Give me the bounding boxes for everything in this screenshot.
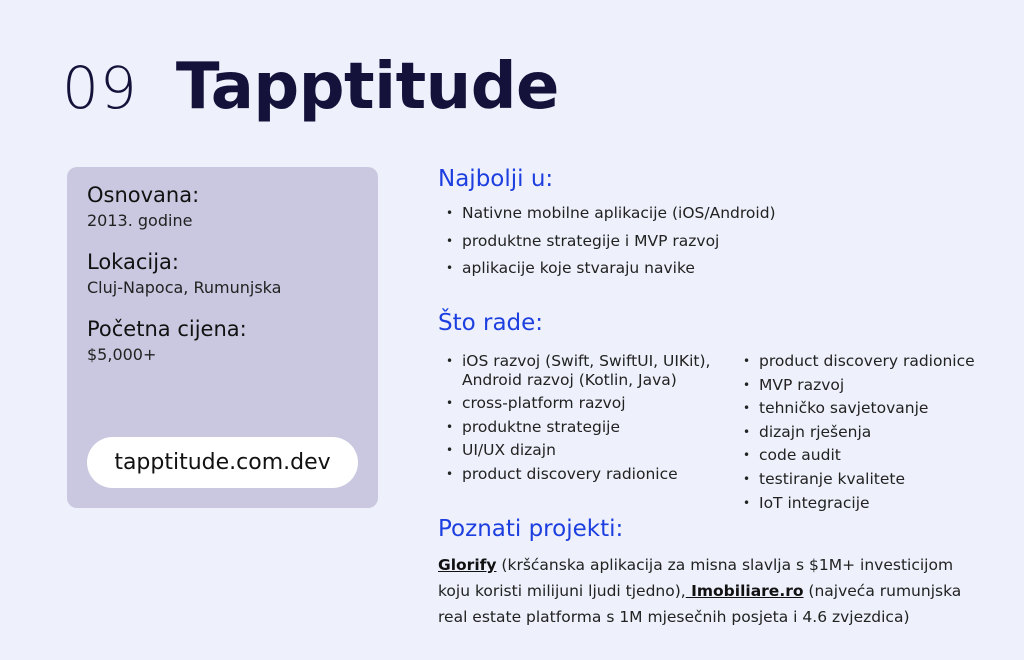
rank-number: 09 bbox=[62, 54, 138, 122]
best-at-list bbox=[438, 204, 998, 278]
projects-title: Poznati projekti: bbox=[438, 516, 624, 542]
services-section bbox=[438, 310, 998, 522]
list-item: • cross-platform razvoj bbox=[438, 394, 728, 413]
project-desc-imobiliare: (najveća rumunjska real estate platforma s 1M mjesečnih posjeta i 4.6 zvjezdica) bbox=[438, 582, 962, 626]
company-title: Tapptitude bbox=[175, 50, 559, 124]
list-item: • aplikacije koje stvaraju navike bbox=[438, 259, 998, 278]
price-label: Početna cijena: bbox=[87, 317, 247, 341]
list-item: • produktne strategije bbox=[438, 418, 728, 437]
price-value: $5,000+ bbox=[87, 345, 157, 364]
founded-value: 2013. godine bbox=[87, 211, 193, 230]
list-item: • produktne strategije i MVP razvoj bbox=[438, 232, 998, 251]
list-item: • UI/UX dizajn bbox=[438, 441, 728, 460]
project-link-glorify[interactable]: Glorify bbox=[438, 556, 497, 574]
services-title: Što rade: bbox=[438, 310, 544, 336]
list-item: • iOS razvoj (Swift, SwiftUI, UIKit), Android razvoj (Kotlin, Java) bbox=[438, 352, 728, 389]
projects-section bbox=[438, 516, 988, 630]
website-link[interactable]: tapptitude.com.dev bbox=[87, 437, 358, 488]
project-desc-glorify: (kršćanska aplikacija za misna slavlja s $1M+ investicijom koju koristi milijuni ljudi tjedno), bbox=[438, 556, 954, 600]
price-group bbox=[87, 317, 358, 364]
founded-group bbox=[87, 183, 358, 230]
project-link-imobiliare[interactable]: Imobiliare.ro bbox=[685, 582, 804, 600]
list-item: • dizajn rješenja bbox=[735, 423, 995, 442]
services-list-right bbox=[735, 352, 995, 517]
projects-paragraph bbox=[438, 552, 988, 630]
location-group bbox=[87, 250, 358, 297]
list-item: • Nativne mobilne aplikacije (iOS/Android) bbox=[438, 204, 998, 223]
services-columns bbox=[438, 352, 998, 522]
services-list-left bbox=[438, 352, 728, 489]
list-item: • MVP razvoj bbox=[735, 376, 995, 395]
location-value: Cluj-Napoca, Rumunjska bbox=[87, 278, 282, 297]
company-info-card bbox=[67, 167, 378, 508]
list-item: • testiranje kvalitete bbox=[735, 470, 995, 489]
list-item: • IoT integracije bbox=[735, 494, 995, 513]
list-item: • product discovery radionice bbox=[438, 465, 728, 484]
list-item: • code audit bbox=[735, 446, 995, 465]
list-item: • product discovery radionice bbox=[735, 352, 995, 371]
best-at-section bbox=[438, 166, 998, 287]
page-heading bbox=[62, 50, 559, 124]
best-at-title: Najbolji u: bbox=[438, 166, 554, 192]
founded-label: Osnovana: bbox=[87, 183, 200, 207]
location-label: Lokacija: bbox=[87, 250, 179, 274]
list-item: • tehničko savjetovanje bbox=[735, 399, 995, 418]
